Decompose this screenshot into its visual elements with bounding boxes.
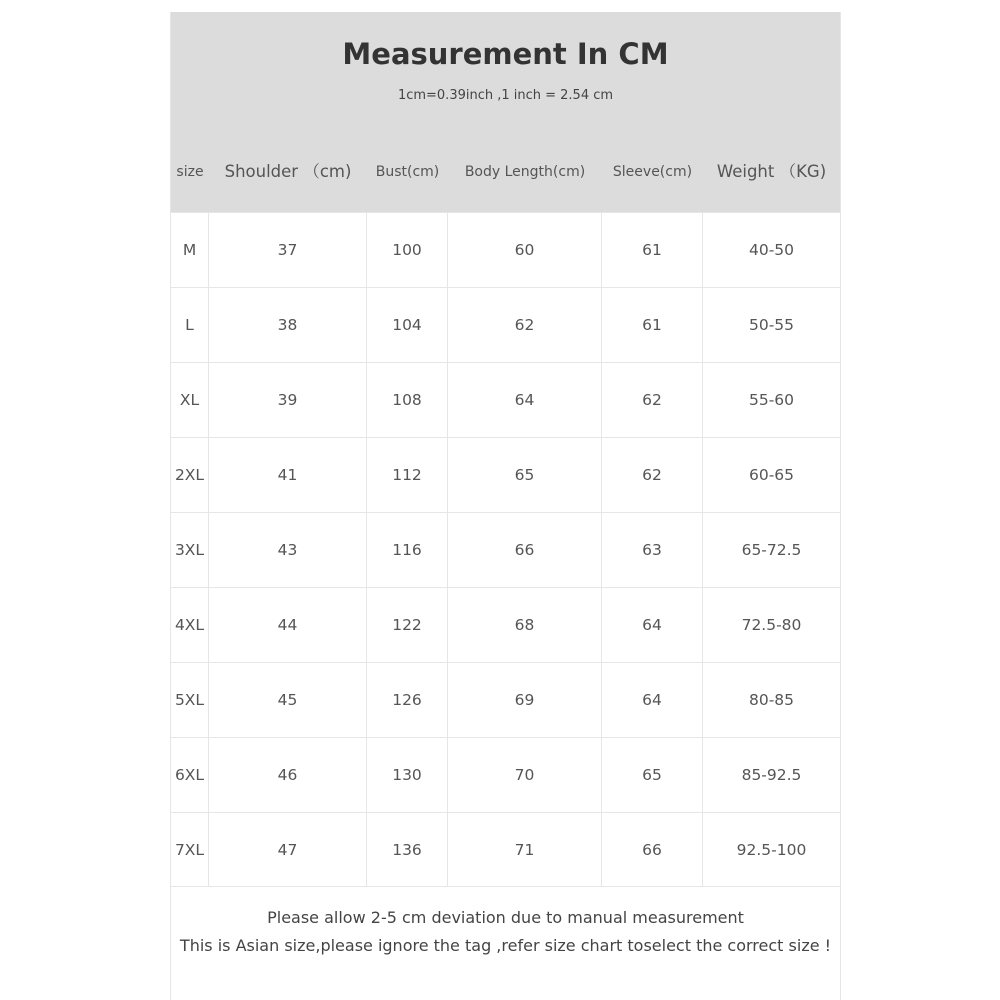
cell-weight: 50-55 — [748, 316, 795, 334]
cell-sleeve: 64 — [602, 663, 703, 737]
cell-sleeve: 61 — [602, 213, 703, 287]
cell-bust: 104 — [367, 288, 448, 362]
cell-bust: 136 — [367, 813, 448, 887]
table-row — [171, 437, 840, 512]
column-header-shoulder: Shoulder （cm) — [224, 162, 352, 181]
cell-bust: 100 — [367, 213, 448, 287]
cell-size: M — [171, 213, 209, 287]
cell-bust: 116 — [367, 513, 448, 587]
cell-size: L — [171, 288, 209, 362]
table-row — [171, 512, 840, 587]
table-row — [171, 587, 840, 662]
deviation-note: Please allow 2-5 cm deviation due to manual measurement — [267, 908, 744, 927]
cell-sleeve: 61 — [602, 288, 703, 362]
cell-weight: 85-92.5 — [741, 766, 802, 784]
cell-body-length: 65 — [448, 438, 602, 512]
cell-sleeve: 65 — [602, 738, 703, 812]
cell-size: 3XL — [171, 513, 209, 587]
table-row — [171, 662, 840, 737]
column-header-bust: Bust(cm) — [375, 164, 440, 180]
cell-size: 7XL — [171, 813, 209, 887]
cell-size: 5XL — [171, 663, 209, 737]
table-row — [171, 812, 840, 887]
cell-weight: 65-72.5 — [741, 541, 802, 559]
cell-sleeve: 64 — [602, 588, 703, 662]
cell-weight: 80-85 — [748, 691, 795, 709]
cell-body-length: 68 — [448, 588, 602, 662]
cell-body-length: 64 — [448, 363, 602, 437]
cell-bust: 108 — [367, 363, 448, 437]
chart-header — [171, 12, 840, 212]
cell-size: 2XL — [171, 438, 209, 512]
cell-shoulder: 38 — [209, 288, 367, 362]
cell-size: 4XL — [171, 588, 209, 662]
cell-shoulder: 39 — [209, 363, 367, 437]
cell-body-length: 70 — [448, 738, 602, 812]
cell-shoulder: 44 — [209, 588, 367, 662]
cell-shoulder: 37 — [209, 213, 367, 287]
asian-size-note: This is Asian size,please ignore the tag ,refer size chart toselect the correct size ! — [179, 936, 832, 955]
cell-weight: 40-50 — [748, 241, 795, 259]
cell-sleeve: 62 — [602, 438, 703, 512]
cell-weight: 60-65 — [748, 466, 795, 484]
cell-weight: 55-60 — [748, 391, 795, 409]
unit-conversion-note: 1cm=0.39inch ,1 inch = 2.54 cm — [397, 88, 614, 103]
chart-title: Measurement In CM — [342, 37, 669, 71]
table-row — [171, 287, 840, 362]
cell-bust: 112 — [367, 438, 448, 512]
table-row — [171, 362, 840, 437]
cell-body-length: 60 — [448, 213, 602, 287]
table-row — [171, 212, 840, 287]
cell-body-length: 69 — [448, 663, 602, 737]
cell-sleeve: 66 — [602, 813, 703, 887]
cell-body-length: 66 — [448, 513, 602, 587]
cell-shoulder: 47 — [209, 813, 367, 887]
cell-shoulder: 41 — [209, 438, 367, 512]
chart-footer-note — [171, 886, 840, 1000]
cell-bust: 130 — [367, 738, 448, 812]
cell-sleeve: 63 — [602, 513, 703, 587]
cell-size: XL — [171, 363, 209, 437]
cell-sleeve: 62 — [602, 363, 703, 437]
cell-weight: 92.5-100 — [736, 841, 807, 859]
cell-weight: 72.5-80 — [741, 616, 802, 634]
column-header-size: size — [176, 164, 204, 180]
size-chart — [170, 12, 841, 1000]
cell-bust: 122 — [367, 588, 448, 662]
table-row — [171, 737, 840, 812]
cell-shoulder: 46 — [209, 738, 367, 812]
cell-bust: 126 — [367, 663, 448, 737]
cell-shoulder: 43 — [209, 513, 367, 587]
column-header-weight: Weight （KG) — [716, 162, 827, 181]
column-header-body-length: Body Length(cm) — [464, 164, 586, 180]
cell-shoulder: 45 — [209, 663, 367, 737]
cell-size: 6XL — [171, 738, 209, 812]
cell-body-length: 71 — [448, 813, 602, 887]
cell-body-length: 62 — [448, 288, 602, 362]
column-header-sleeve: Sleeve(cm) — [612, 164, 693, 180]
